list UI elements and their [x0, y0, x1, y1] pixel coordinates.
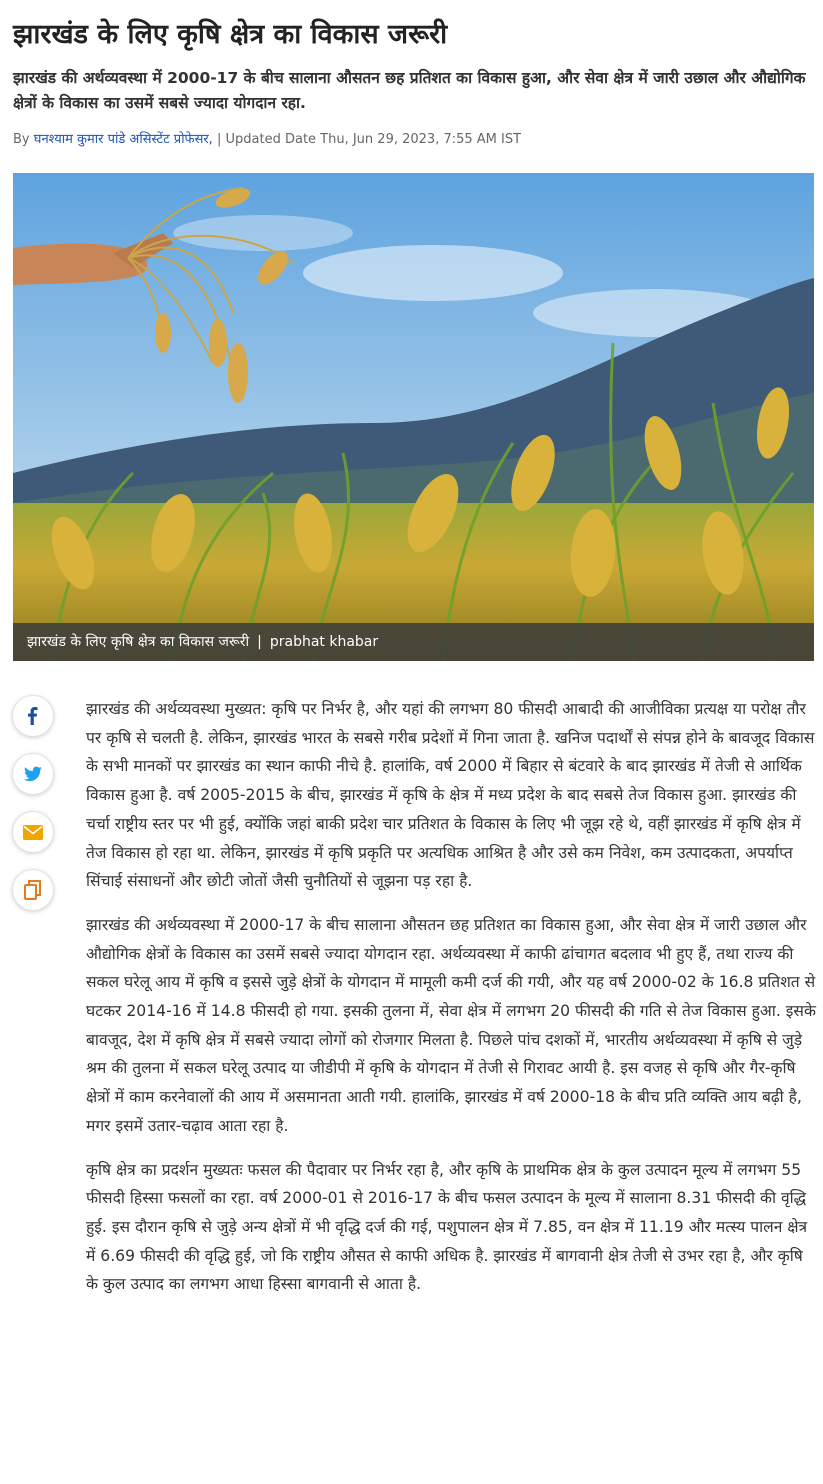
caption-separator: | [257, 634, 262, 650]
article-paragraph: झारखंड की अर्थव्यवस्था मुख्यत: कृषि पर निर्भर है, और यहां की लगभग 80 फीसदी आबादी की आजीविका प्रत्यक्ष या परोक्ष तौर पर कृषि से चलती है. लेकिन, झारखंड भारत के सबसे गरीब प्रदेशों में गिना जाता है. खनिज पदार्थों से संपन्न होने के बावजूद विकास के सभी मानकों पर झारखंड का स्थान काफी नीचे है. हालांकि, वर्ष 2000 में बिहार से बंटवारे के बाद झारखंड में तेजी से आर्थिक विकास हुआ है. वर्ष 2005-2015 के बीच, झारखंड में कृषि के क्षेत्र में मध्य प्रदेश के बाद सबसे तेज विकास हुआ. झारखंड की चर्चा राष्ट्रीय स्तर पर भी हुई, क्योंकि जहां बाकी प्रदेश चार प्रतिशत के विकास के लिए भी जूझ रहे थे, वहीं झारखंड में कृषि क्षेत्र में तेज विकास हो रहा था. लेकिन, झारखंड में कृषि प्रकृति पर अत्यधिक आश्रित है और उसे कम निवेश, कम उत्पादकता, अपर्याप्त सिंचाई संसाधनों और छोटी जोतों जैसी चुनौतियों से जूझना पड़ रहा है. [86, 700, 815, 891]
caption-text: झारखंड के लिए कृषि क्षेत्र का विकास जरूरी [27, 634, 250, 650]
article-summary: झारखंड की अर्थव्यवस्था में 2000-17 के बीच सालाना औसतन छह प्रतिशत का विकास हुआ, और सेवा क्षेत्र में जारी उछाल और औद्योगिक क्षेत्रों के विकास का उसमें सबसे ज्यादा योगदान रहा. [13, 69, 806, 112]
author-link[interactable]: घनश्याम कुमार पांडे असिस्टेंट प्रोफेसर, [33, 132, 213, 147]
facebook-icon [25, 707, 41, 725]
byline-by: By [13, 132, 30, 147]
facebook-share-button[interactable] [12, 695, 54, 737]
byline [13, 130, 813, 150]
article-paragraph: कृषि क्षेत्र का प्रदर्शन मुख्यतः फसल की पैदावार पर निर्भर रहा है, और कृषि के प्राथमिक क्षेत्र के कुल उत्पादन मूल्य में लगभग 55 फीसदी हिस्सा फसलों का रहा. वर्ष 2000-01 से 2016-17 के बीच फसल उत्पादन के मूल्य में सालाना 8.31 फीसदी की वृद्धि हुई. इस दौरान कृषि से जुड़े अन्य क्षेत्रों में भी वृद्धि दर्ज की गई, पशुपालन क्षेत्र में 7.85, वन क्षेत्र में 11.19 और मत्स्य पालन क्षेत्र में 6.69 फीसदी की वृद्धि हुई, जो कि राष्ट्रीय औसत से काफी अधिक है. झारखंड में बागवानी क्षेत्र तेजी से उभर रहा है, और कृषि के कुल उत्पाद का लगभग आधा हिस्सा बागवानी से आता है. [86, 1160, 808, 1294]
twitter-icon [24, 766, 42, 782]
email-icon [23, 825, 43, 840]
hero-image [13, 173, 814, 661]
copy-link-button[interactable] [12, 869, 54, 911]
copy-icon [24, 880, 42, 900]
caption-credit: prabhat khabar [269, 634, 379, 650]
rice-field-photo [13, 173, 814, 661]
article-headline: झारखंड के लिए कृषि क्षेत्र का विकास जरूरी [13, 19, 448, 50]
updated-date: Updated Date Thu, Jun 29, 2023, 7:55 AM IST [225, 132, 522, 147]
twitter-share-button[interactable] [12, 753, 54, 795]
article-body [86, 695, 818, 1314]
byline-separator: | [216, 132, 222, 147]
image-caption [13, 623, 814, 661]
email-share-button[interactable] [12, 811, 54, 853]
article-paragraph: झारखंड की अर्थव्यवस्था में 2000-17 के बीच सालाना औसतन छह प्रतिशत का विकास हुआ, और सेवा क्षेत्र में जारी उछाल और औद्योगिक क्षेत्रों के विकास का उसमें सबसे ज्यादा योगदान रहा. अर्थव्यवस्था में काफी ढांचागत बदलाव भी हुए हैं, तथा राज्य की सकल घरेलू आय में कृषि व इससे जुड़े क्षेत्रों के योगदान में मामूली कमी दर्ज की गयी, और यह वर्ष 2000-02 के 16.8 प्रतिशत से घटकर 2014-16 में 14.8 फीसदी हो गया. इसकी तुलना में, सेवा क्षेत्र में लगभग 20 फीसदी की गति से तेज विकास हुआ. इसके बावजूद, देश में कृषि क्षेत्र में सबसे ज्यादा लोगों को रोजगार मिलता है. पिछले पांच दशकों में, भारतीय अर्थव्यवस्था में कृषि से जुड़े श्रम की तुलना में सकल घरेलू उत्पाद या जीडीपी में कृषि के योगदान में तेजी से गिरावट आयी है. इस वजह से कृषि और गैर-कृषि क्षेत्रों में काम करनेवालों की आय में असमानता आती गयी. हालांकि, झारखंड में वर्ष 2000-18 के बीच प्रति व्यक्ति आय बढ़ी है, मगर इसमें उतार-चढ़ाव आता रहा है. [86, 915, 816, 1135]
